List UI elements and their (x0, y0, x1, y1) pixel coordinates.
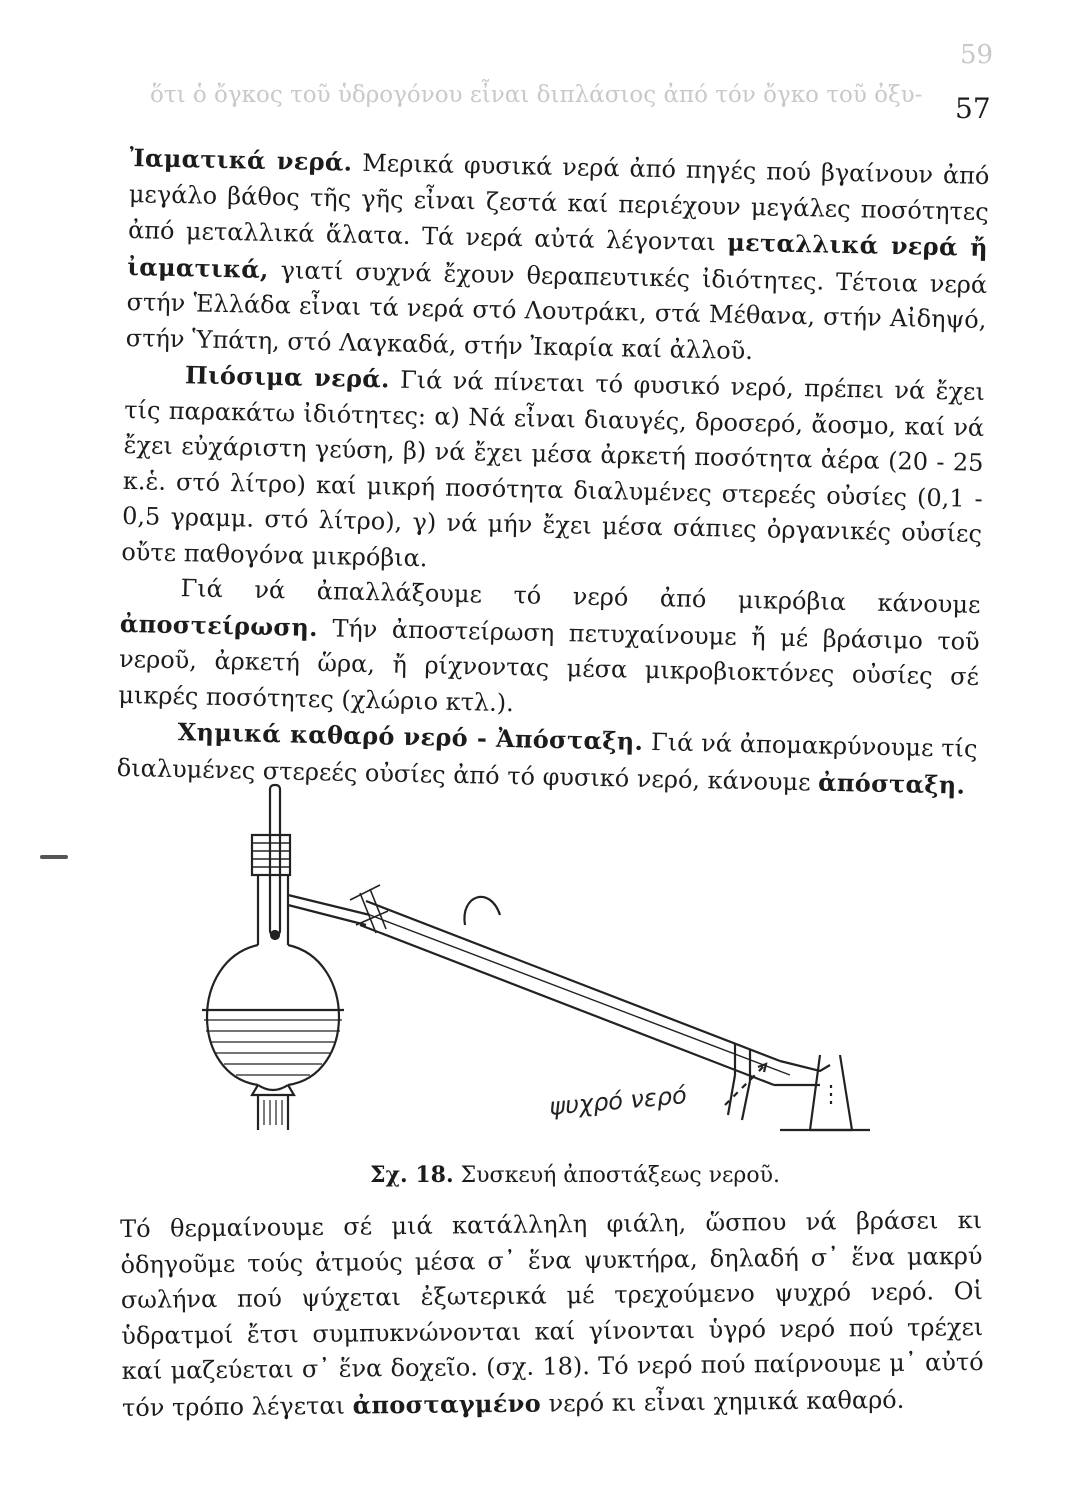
page-number: 57 (955, 92, 991, 125)
paragraph-drinking-water (121, 356, 985, 588)
receiving-flask (810, 1055, 852, 1130)
water-inlet (464, 897, 500, 925)
bold-term: ἀποστείρωση. (119, 608, 319, 642)
paragraph-distillation-process (120, 1203, 984, 1426)
bold-term: ἀποσταγμένο (352, 1388, 542, 1420)
margin-mark (40, 855, 68, 859)
paragraph-text: Γιά νά ἀπαλλάξουμε τό νερό ἀπό μικρόβια κάνουμε (180, 574, 981, 619)
paragraph-healing-waters (125, 140, 989, 374)
bold-term: μεταλλικά νερά ἤ ἰαματικά, (127, 227, 989, 284)
paragraph-text: Τήν ἀποστείρωση πετυχαίνουμε ἤ μέ βράσιμο τοῦ νεροῦ, ἀρκετή ὥρα, ἤ ρίχνοντας μέσα μικροβιοκτόνες οὐσίες σέ μικρές ποσότητες (χλώριο κτλ.). (118, 613, 980, 717)
paragraph-text: Γιά νά ἀπομακρύνουμε τίς διαλυμένες στερεές οὐσίες ἀπό τό φυσικό νερό, κάνουμε (116, 727, 978, 797)
figure-caption (370, 1162, 780, 1188)
heading-healing-waters: Ἰαματικά νερά. (129, 142, 353, 177)
bleed-through-text: ὅτι ὁ ὄγκος τοῦ ὑδρογόνου εἶναι διπλάσιος ἀπό τόν ὄγκο τοῦ ὀξυ- (150, 82, 923, 108)
distillation-apparatus-figure (180, 775, 900, 1145)
distillation-apparatus-drawing (180, 775, 900, 1145)
paragraph-text: Γιά νά πίνεται τό φυσικό νερό, πρέπει νά ἔχει τίς παρακάτω ἰδιότητες: α) Νά εἶναι διαυγές, δροσερό, ἄοσμο, καί νά ἔχει εὐχάριστη γεύση, β) νά ἔχει μέσα ἀρκετή ποσότητα ἀέρα (20 - 25 κ.ἑ. στό λίτρο) καί μικρή ποσότητα διαλυμένες στερεές οὐσίες (0,1 - 0,5 γραμμ. στό λίτρο), γ) νά μήν ἔχει μέσα σάπιες ὀργανικές οὐσίες οὔτε παθογόνα μικρόβια. (121, 365, 986, 572)
condenser (366, 901, 780, 1061)
figure-number: Σχ. 18. (370, 1162, 454, 1188)
paragraph-text: Τό θερμαίνουμε σέ μιά κατάλληλη φιάλη, ὥσπου νά βράσει κι ὁδηγοῦμε τούς ἀτμούς μέσα σ᾽ ἕνα ψυκτήρα, δηλαδή σ᾽ ἕνα μακρύ σωλήνα πού ψύχεται ἐξωτερικά μέ τρεχούμενο ψυχρό νερό. Οἱ ὑδρατμοί ἔτσι συμπυκνώνονται καί γίνονται ὑγρό νερό πού τρέχει καί μαζεύεται σ᾽ ἕνα δοχεῖο. (σχ. 18). Τό νερό πού παίρνουμε μ᾽ αὐτό τόν τρόπο λέγεται (120, 1205, 984, 1422)
heading-distillation: Χημικά καθαρό νερό - Ἀπόσταξη. (177, 717, 644, 756)
paragraph-sterilization (118, 570, 981, 731)
paragraph-text: γιατί συχνά ἔχουν θεραπευτικές ἰδιότητες. Τέτοια νερά στήν Ἑλλάδα εἶναι τά νερά στό Λουτράκι, στά Μέθανα, στήν Αἰδηψό, στήν Ὑπάτη, στό Λαγκαδά, στήν Ἰκαρία καί ἀλλοῦ. (125, 255, 988, 365)
paragraph-text: νερό κι εἶναι χημικά καθαρό. (540, 1385, 905, 1418)
paragraph-text: Μερικά φυσικά νερά ἀπό πηγές πού βγαίνουν ἀπό μεγάλο βάθος τῆς γῆς εἶναι ζεστά καί περιέχουν μεγάλες ποσότητες ἀπό μεταλλικά ἅλατα. Τά νερά αὐτά λέγονται (127, 148, 990, 257)
main-text-block (116, 140, 989, 804)
thermometer (270, 785, 280, 935)
heading-drinking-water: Πιόσιμα νερά. (184, 360, 391, 394)
figure-caption-text: Συσκευή ἀποστάξεως νεροῦ. (453, 1163, 780, 1188)
bleed-through-page-number: 59 (960, 40, 994, 70)
bold-term: ἀπόσταξη. (817, 767, 966, 800)
cold-water-label: ψυχρό νερό (548, 1081, 688, 1121)
bottom-text-block (120, 1203, 984, 1426)
